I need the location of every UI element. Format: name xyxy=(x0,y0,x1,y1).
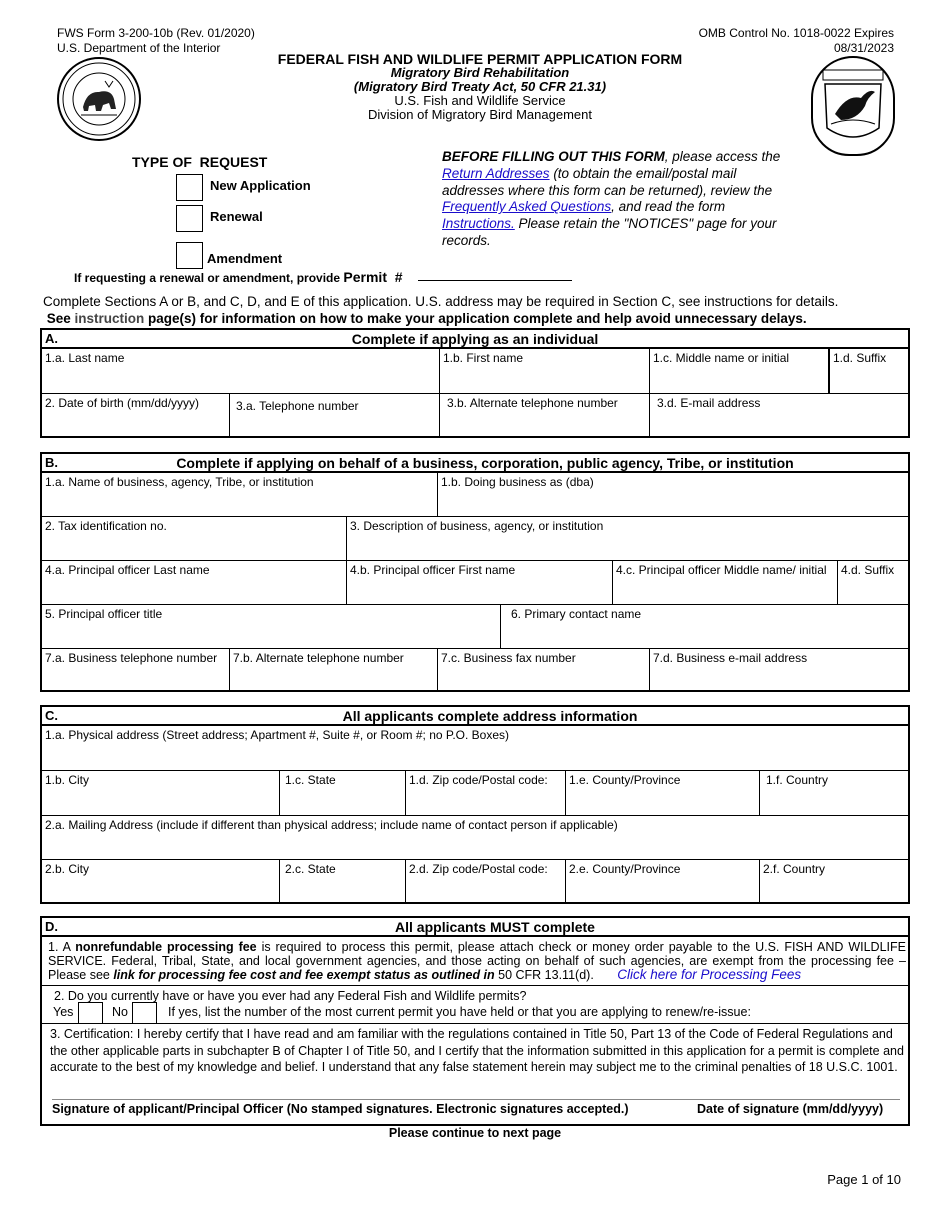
return-addresses-link[interactable]: Return Addresses xyxy=(442,165,550,181)
description-label: 3. Description of business, agency, or institution xyxy=(350,519,604,533)
alt-telephone-field[interactable] xyxy=(440,394,650,436)
new-application-checkbox[interactable] xyxy=(176,174,203,201)
po-title-field[interactable] xyxy=(42,605,501,649)
county-1-field[interactable] xyxy=(566,771,760,816)
state-2-label: 2.c. State xyxy=(285,862,336,876)
intro-text: Complete Sections A or B, and C, D, and E of this application. U.S. address may be required in Section C, see instructions for details. xyxy=(43,294,839,309)
middle-name-field[interactable] xyxy=(650,349,829,394)
before-lead: BEFORE FILLING OUT THIS FORM xyxy=(442,149,665,164)
q1-text-a: 1. A xyxy=(48,940,76,954)
section-a-title: Complete if applying as an individual xyxy=(351,331,599,347)
dob-label: 2. Date of birth (mm/dd/yyyy) xyxy=(45,396,200,410)
no-checkbox[interactable] xyxy=(132,1002,157,1023)
zip-1-label: 1.d. Zip code/Postal code: xyxy=(409,773,548,787)
q1-fee-link-text: link for processing fee cost and fee exempt status as outlined in xyxy=(113,968,495,982)
permit-number-prompt xyxy=(74,269,403,285)
section-c-title: All applicants complete address information xyxy=(342,708,638,724)
q1-text-b: is required to process this permit, please attach check or money order payable to the U.S. FISH AND WILDLIFE SERVICE. Federal, Tribal, State, and local government agencies, and those acting on behalf of such agencies, are exempt from the processing fee – Please see xyxy=(48,940,906,982)
telephone-label: 3.a. Telephone number xyxy=(236,399,359,413)
before-text-3: , and read the form xyxy=(611,199,726,215)
physical-address-field[interactable] xyxy=(42,726,908,771)
type-of-request-heading: TYPE OF REQUEST xyxy=(132,154,268,170)
telephone-field[interactable] xyxy=(230,394,440,436)
omb-control: OMB Control No. 1018-0022 Expires xyxy=(698,26,894,40)
suffix-label: 1.d. Suffix xyxy=(833,351,887,365)
dba-label: 1.b. Doing business as (dba) xyxy=(441,475,594,489)
po-middle-name-label: 4.c. Principal officer Middle name/ initial xyxy=(616,563,827,577)
business-email-field[interactable] xyxy=(650,649,908,690)
renewal-label: Renewal xyxy=(210,209,263,224)
fws-seal-icon xyxy=(811,56,895,156)
city-1-label: 1.b. City xyxy=(45,773,90,787)
country-2-label: 2.f. Country xyxy=(763,862,826,876)
doi-seal-icon xyxy=(57,57,141,141)
permit-label: Permit # xyxy=(343,269,403,285)
city-2-label: 2.b. City xyxy=(45,862,90,876)
po-last-name-field[interactable] xyxy=(42,561,347,605)
city-1-field[interactable] xyxy=(42,771,280,816)
processing-fees-link[interactable]: Click here for Processing Fees xyxy=(617,967,802,982)
dba-field[interactable] xyxy=(438,473,908,517)
new-application-label: New Application xyxy=(210,178,311,193)
instruction-link[interactable]: instruction xyxy=(74,311,145,326)
before-text-2: (to obtain the email/postal mail addresses where this form can be returned), review the xyxy=(442,165,773,198)
country-1-field[interactable] xyxy=(760,771,908,816)
form-subtitle: Migratory Bird Rehabilitation xyxy=(390,65,570,80)
intro-bold-text: page(s) for information on how to make your application complete and help avoid unnecessary delays. xyxy=(144,311,807,326)
section-c-letter: C. xyxy=(45,708,58,723)
zip-1-field[interactable] xyxy=(406,771,566,816)
city-2-field[interactable] xyxy=(42,860,280,902)
certification-text: 3. Certification: I hereby certify that I have read and am familiar with the regulations contained in Title 50, Part 13 of the Code of Federal Regulations and the other applicable parts in subchapter B of Chapter I of Title 50, and I certify that the information submitted in this application for a permit is complete and accurate to the best of my knowledge and belief. I understand that any false statement herein may subject me to the criminal penalties of 18 U.S.C. 1001. xyxy=(50,1027,904,1074)
state-1-label: 1.c. State xyxy=(285,773,336,787)
omb-expiry: 08/31/2023 xyxy=(833,41,894,55)
po-middle-name-field[interactable] xyxy=(613,561,838,605)
section-b xyxy=(40,452,910,692)
primary-contact-field[interactable] xyxy=(501,605,908,649)
section-a-letter: A. xyxy=(45,331,58,346)
first-name-label: 1.b. First name xyxy=(443,351,524,365)
amendment-label: Amendment xyxy=(207,251,283,266)
continue-notice: Please continue to next page xyxy=(388,1126,562,1140)
signature-line[interactable] xyxy=(52,1099,900,1100)
before-text-4: Please retain the "NOTICES" page for your records. xyxy=(442,216,777,248)
email-label: 3.d. E-mail address xyxy=(657,396,761,410)
suffix-field[interactable] xyxy=(829,349,908,394)
yes-label: Yes xyxy=(53,1005,74,1019)
tax-id-field[interactable] xyxy=(42,517,347,561)
county-1-label: 1.e. County/Province xyxy=(569,773,681,787)
section-c-header xyxy=(42,707,908,726)
po-first-name-field[interactable] xyxy=(347,561,613,605)
section-d-letter: D. xyxy=(45,919,58,934)
signature-label: Signature of applicant/Principal Officer (No stamped signatures. Electronic signatures accepted.) xyxy=(52,1102,629,1116)
alt-telephone-label: 3.b. Alternate telephone number xyxy=(447,396,618,410)
instructions-link[interactable]: Instructions. xyxy=(442,216,515,232)
before-text-1: , please access the xyxy=(664,149,781,164)
section-a-header xyxy=(42,330,908,349)
zip-2-label: 2.d. Zip code/Postal code: xyxy=(409,862,548,876)
page-number: Page 1 of 10 xyxy=(827,1172,901,1187)
business-email-label: 7.d. Business e-mail address xyxy=(653,651,808,665)
amendment-checkbox[interactable] xyxy=(176,242,203,269)
business-name-field[interactable] xyxy=(42,473,438,517)
permit-followup-question: If yes, list the number of the most current permit you have held or that you are applying to renew/re-issue: xyxy=(168,1005,751,1019)
section-d-title: All applicants MUST complete xyxy=(395,919,595,935)
intro-instructions xyxy=(43,293,907,327)
department-name: U.S. Department of the Interior xyxy=(57,41,221,55)
form-title: FEDERAL FISH AND WILDLIFE PERMIT APPLICATION FORM xyxy=(277,51,683,67)
state-2-field[interactable] xyxy=(280,860,406,902)
section-d xyxy=(40,916,910,1126)
zip-2-field[interactable] xyxy=(406,860,566,902)
permit-prompt-text: If requesting a renewal or amendment, provide xyxy=(74,271,341,285)
section-b-title: Complete if applying on behalf of a business, corporation, public agency, Tribe, or institution xyxy=(176,455,794,471)
q1-text-c: 50 CFR 13.11(d). xyxy=(494,968,594,982)
mailing-address-field[interactable] xyxy=(42,816,908,860)
country-2-field[interactable] xyxy=(760,860,908,902)
last-name-field[interactable] xyxy=(42,349,440,394)
county-2-label: 2.e. County/Province xyxy=(569,862,681,876)
business-alt-phone-field[interactable] xyxy=(230,649,438,690)
agency-name: U.S. Fish and Wildlife Service xyxy=(394,93,566,108)
dob-field[interactable] xyxy=(42,394,230,436)
email-field[interactable] xyxy=(650,394,908,436)
q1-fee-bold: nonrefundable processing fee xyxy=(75,940,257,954)
faq-link[interactable]: Frequently Asked Questions xyxy=(442,199,612,215)
divider xyxy=(42,1023,908,1024)
description-field[interactable] xyxy=(347,517,908,561)
state-1-field[interactable] xyxy=(280,771,406,816)
po-suffix-field[interactable] xyxy=(838,561,908,605)
po-first-name-label: 4.b. Principal officer First name xyxy=(350,563,516,577)
division-name: Division of Migratory Bird Management xyxy=(368,107,592,122)
permit-number-input[interactable] xyxy=(418,279,572,281)
processing-fee-question xyxy=(48,941,906,983)
no-label: No xyxy=(112,1005,128,1019)
country-1-label: 1.f. Country xyxy=(766,773,829,787)
renewal-checkbox[interactable] xyxy=(176,205,203,232)
po-title-label: 5. Principal officer title xyxy=(45,607,163,621)
county-2-field[interactable] xyxy=(566,860,760,902)
business-fax-field[interactable] xyxy=(438,649,650,690)
section-b-letter: B. xyxy=(45,455,58,470)
mailing-address-label: 2.a. Mailing Address (include if different than physical address; include name of contact person if applicable) xyxy=(45,818,618,832)
last-name-label: 1.a. Last name xyxy=(45,351,125,365)
business-fax-label: 7.c. Business fax number xyxy=(441,651,576,665)
section-c xyxy=(40,705,910,904)
first-name-field[interactable] xyxy=(440,349,650,394)
section-a xyxy=(40,328,910,438)
po-suffix-label: 4.d. Suffix xyxy=(841,563,895,577)
permit-history-question: 2. Do you currently have or have you ever had any Federal Fish and Wildlife permits? xyxy=(54,989,527,1003)
business-phone-field[interactable] xyxy=(42,649,230,690)
po-last-name-label: 4.a. Principal officer Last name xyxy=(45,563,210,577)
business-alt-phone-label: 7.b. Alternate telephone number xyxy=(233,651,404,665)
signature-date-label: Date of signature (mm/dd/yyyy) xyxy=(697,1102,884,1116)
yes-checkbox[interactable] xyxy=(78,1002,103,1023)
title-block xyxy=(200,52,760,122)
section-b-header xyxy=(42,454,908,473)
business-name-label: 1.a. Name of business, agency, Tribe, or institution xyxy=(45,475,314,489)
form-authority: (Migratory Bird Treaty Act, 50 CFR 21.31) xyxy=(353,79,607,94)
business-phone-label: 7.a. Business telephone number xyxy=(45,651,218,665)
tax-id-label: 2. Tax identification no. xyxy=(45,519,167,533)
intro-see: See xyxy=(43,311,75,326)
divider xyxy=(42,985,908,986)
physical-address-label: 1.a. Physical address (Street address; Apartment #, Suite #, or Room #; no P.O. Boxes) xyxy=(45,728,510,742)
before-filling-notice xyxy=(442,149,792,250)
middle-name-label: 1.c. Middle name or initial xyxy=(653,351,790,365)
primary-contact-label: 6. Primary contact name xyxy=(511,607,642,621)
section-d-header xyxy=(42,918,908,937)
form-number: FWS Form 3-200-10b (Rev. 01/2020) xyxy=(57,26,255,40)
